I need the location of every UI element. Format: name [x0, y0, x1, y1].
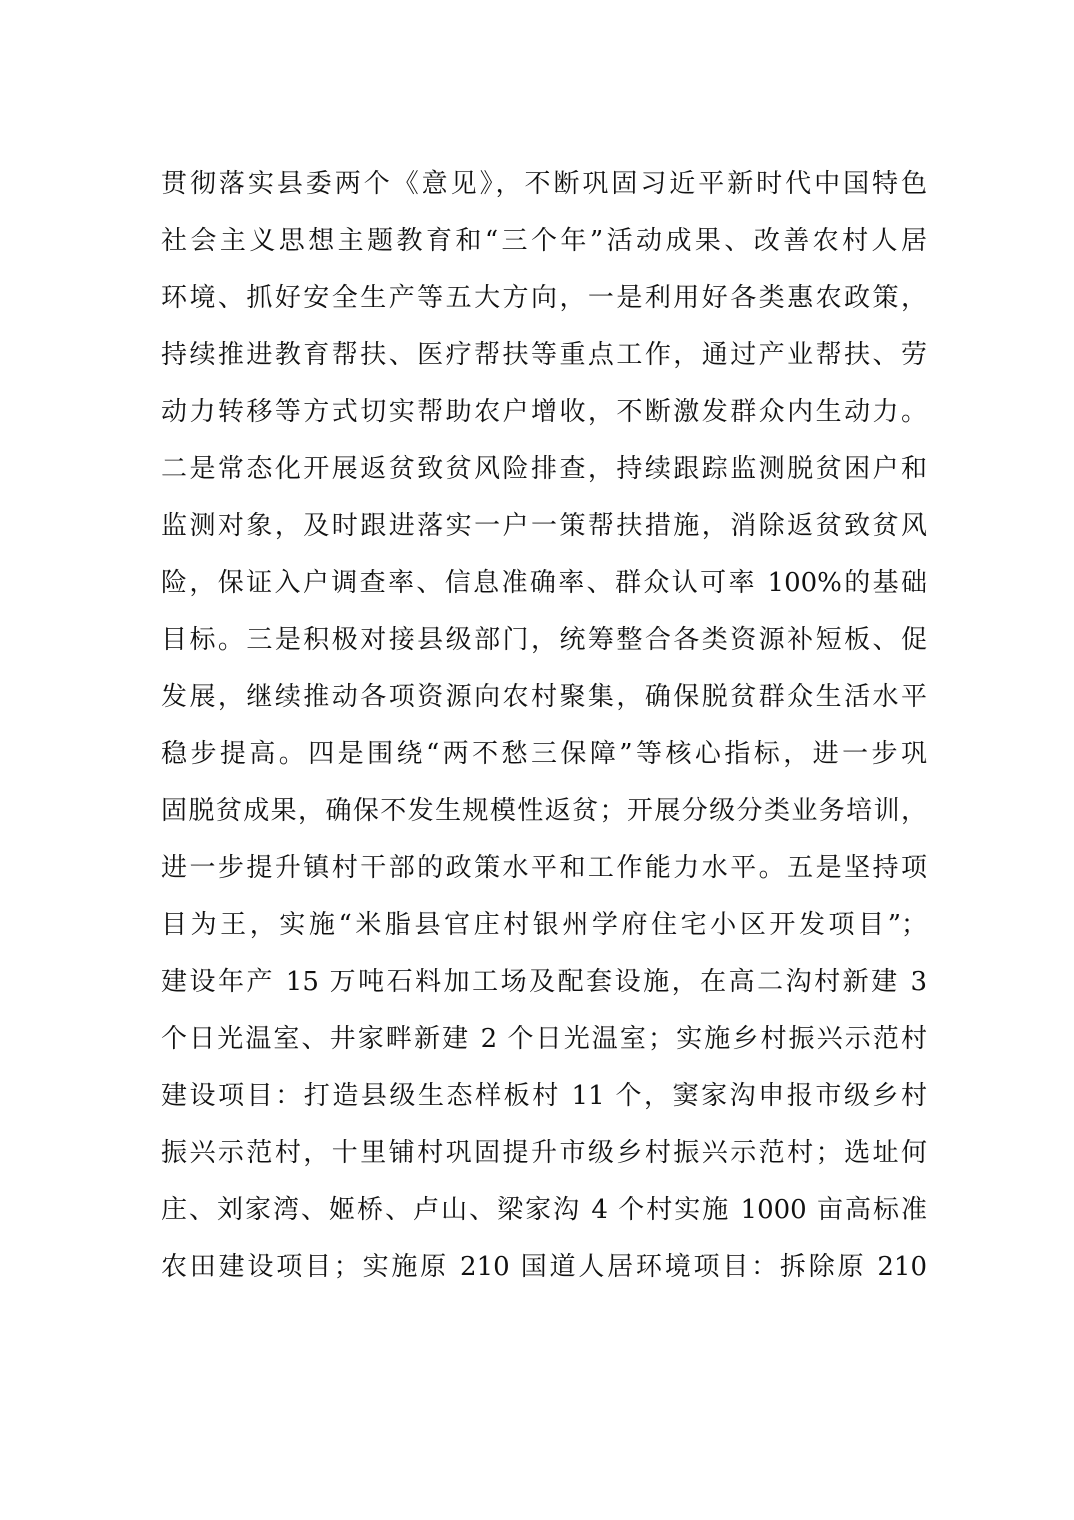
- text-line: 动力转移等方式切实帮助农户增收，不断激发群众内生动力。: [161, 397, 927, 427]
- text-line: 贯彻落实县委两个《意见》，不断巩固习近平新时代中国特色: [161, 169, 927, 199]
- text-line: 环境、抓好安全生产等五大方向，一是利用好各类惠农政策，: [161, 283, 927, 313]
- text-line: 进一步提升镇村干部的政策水平和工作能力水平。五是坚持项: [161, 853, 927, 883]
- text-line: 个日光温室、井家畔新建 2 个日光温室；实施乡村振兴示范村: [161, 1024, 927, 1054]
- text-line: 持续推进教育帮扶、医疗帮扶等重点工作，通过产业帮扶、劳: [161, 340, 927, 370]
- text-line: 监测对象，及时跟进落实一户一策帮扶措施，消除返贫致贫风: [161, 511, 927, 541]
- text-line: 二是常态化开展返贫致贫风险排查，持续跟踪监测脱贫困户和: [161, 454, 927, 484]
- text-line: 建设项目：打造县级生态样板村 11 个，窦家沟申报市级乡村: [161, 1081, 927, 1111]
- body-text: [161, 156, 927, 1296]
- text-line: 固脱贫成果，确保不发生规模性返贫；开展分级分类业务培训，: [161, 796, 927, 826]
- text-line: 社会主义思想主题教育和“三个年”活动成果、改善农村人居: [161, 226, 927, 256]
- text-line: 目标。三是积极对接县级部门，统筹整合各类资源补短板、促: [161, 625, 927, 655]
- text-line: 庄、刘家湾、姬桥、卢山、梁家沟 4 个村实施 1000 亩高标准: [161, 1195, 927, 1225]
- text-line: 目为王，实施“米脂县官庄村银州学府住宅小区开发项目”；: [161, 910, 927, 940]
- text-line: 农田建设项目；实施原 210 国道人居环境项目：拆除原 210: [161, 1252, 927, 1282]
- text-line: 振兴示范村，十里铺村巩固提升市级乡村振兴示范村；选址何: [161, 1138, 927, 1168]
- text-line: 发展，继续推动各项资源向农村聚集，确保脱贫群众生活水平: [161, 682, 927, 712]
- text-line: 建设年产 15 万吨石料加工场及配套设施，在高二沟村新建 3: [161, 967, 927, 997]
- text-line: 险，保证入户调查率、信息准确率、群众认可率 100%的基础: [161, 568, 927, 598]
- text-line: 稳步提高。四是围绕“两不愁三保障”等核心指标，进一步巩: [161, 739, 927, 769]
